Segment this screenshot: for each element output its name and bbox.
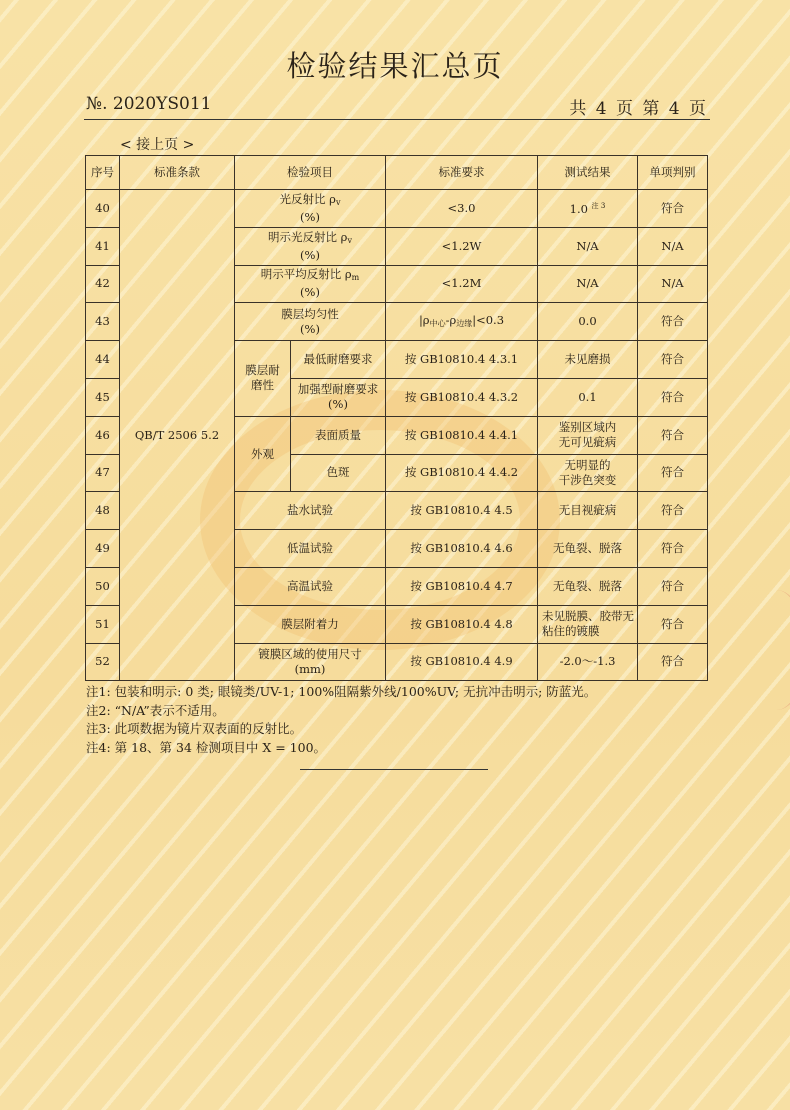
result-cell: 无目视疵病 [538, 492, 638, 530]
item-sub: v [335, 197, 341, 207]
result-cell: N/A [538, 265, 638, 303]
req-cell: 按 GB10810.4 4.3.1 [386, 341, 538, 379]
result-cell: 0.1 [538, 378, 638, 416]
verdict-cell: 符合 [638, 567, 708, 605]
seq-cell: 52 [86, 643, 120, 681]
req-cell: <1.2W [386, 227, 538, 265]
item-cell: 低温试验 [235, 530, 386, 568]
seq-cell: 42 [86, 265, 120, 303]
item-cell: 高温试验 [235, 567, 386, 605]
req-part: |ρ [418, 312, 430, 327]
seq-cell: 48 [86, 492, 120, 530]
item-text: 加强型耐磨要求 [297, 382, 379, 397]
item-unit: (%) [328, 397, 348, 412]
item-cell [291, 378, 386, 416]
result-cell [538, 605, 638, 643]
verdict-cell: 符合 [638, 378, 708, 416]
item-cell [235, 190, 386, 228]
seq-cell: 47 [86, 454, 120, 492]
header-cell: 单项判别 [638, 156, 708, 190]
group-cell-appearance: 外观 [235, 416, 291, 492]
seq-cell: 41 [86, 227, 120, 265]
seq-cell: 50 [86, 567, 120, 605]
seq-cell: 43 [86, 303, 120, 341]
group-cell-wear: 膜层耐磨性 [235, 341, 291, 417]
item-text: 镀膜区域的使用尺寸 [258, 646, 362, 661]
verdict-cell: 符合 [638, 303, 708, 341]
note-ref: 注 3 [591, 202, 606, 211]
req-cell: <3.0 [386, 190, 538, 228]
header-divider [84, 119, 710, 120]
req-cell: 按 GB10810.4 4.7 [386, 567, 538, 605]
seq-cell: 51 [86, 605, 120, 643]
result-line: 干涉色突变 [558, 472, 617, 487]
header-cell: 检验项目 [235, 156, 386, 190]
item-cell: 膜层附着力 [235, 605, 386, 643]
req-cell: 按 GB10810.4 4.3.2 [386, 378, 538, 416]
item-cell [235, 227, 386, 265]
req-sub: 中心 [429, 318, 446, 328]
item-cell [235, 303, 386, 341]
item-cell: 色斑 [291, 454, 386, 492]
req-cell: 按 GB10810.4 4.8 [386, 605, 538, 643]
item-cell: 表面质量 [291, 416, 386, 454]
seq-cell: 40 [86, 190, 120, 228]
verdict-cell: N/A [638, 265, 708, 303]
verdict-cell: 符合 [638, 605, 708, 643]
item-cell [235, 643, 386, 681]
note-3: 注3: 此项数据为镜片双表面的反射比。 [86, 721, 303, 736]
header-cell: 标准条款 [120, 156, 235, 190]
result-cell: 0.0 [538, 303, 638, 341]
result-cell [538, 454, 638, 492]
item-text: 明示平均反射比 ρ [260, 267, 352, 282]
item-cell: 盐水试验 [235, 492, 386, 530]
seq-cell: 45 [86, 378, 120, 416]
req-cell [386, 303, 538, 341]
req-cell: <1.2M [386, 265, 538, 303]
result-cell: 无龟裂、脱落 [538, 530, 638, 568]
page-indicator: 共 4 页 第 4 页 [569, 99, 706, 119]
note-1: 注1: 包装和明示: 0 类; 眼镜类/UV-1; 100%阻隔紫外线/100%UV; 无抗冲击明示; 防蓝光。 [86, 684, 597, 699]
verdict-cell: 符合 [638, 416, 708, 454]
item-unit: (%) [300, 247, 320, 262]
standard-cell: QB/T 2506 5.2 [120, 190, 235, 681]
item-sub: m [351, 273, 360, 283]
verdict-cell: 符合 [638, 341, 708, 379]
result-cell: 无龟裂、脱落 [538, 567, 638, 605]
report-number: №. 2020YS011 [86, 94, 212, 114]
result-line: 无可见疵病 [558, 435, 617, 450]
result-cell: -2.0～-1.3 [538, 643, 638, 681]
item-sub: v [347, 235, 352, 245]
note-2: 注2: “N/A”表示不适用。 [86, 702, 225, 718]
req-cell: 按 GB10810.4 4.6 [386, 530, 538, 568]
continued-label: < 接上页 > [120, 137, 195, 153]
seq-cell: 49 [86, 530, 120, 568]
req-part: -ρ [445, 312, 457, 327]
verdict-cell: N/A [638, 227, 708, 265]
verdict-cell: 符合 [638, 454, 708, 492]
seq-cell: 46 [86, 416, 120, 454]
verdict-cell: 符合 [638, 530, 708, 568]
result-line: 未见脱膜、胶带无 [542, 609, 634, 624]
notes [86, 683, 596, 757]
results-table [85, 155, 708, 681]
item-unit: (%) [300, 321, 320, 336]
result-text: 1.0 [569, 202, 588, 217]
item-unit: (mm) [294, 661, 326, 676]
req-cell: 按 GB10810.4 4.4.2 [386, 454, 538, 492]
result-cell: 未见磨损 [538, 341, 638, 379]
result-cell [538, 190, 638, 228]
table-row [86, 190, 708, 228]
result-line: 鉴别区域内 [558, 420, 617, 435]
verdict-cell: 符合 [638, 643, 708, 681]
result-cell [538, 416, 638, 454]
req-part: |<0.3 [472, 312, 505, 327]
header-cell: 序号 [86, 156, 120, 190]
header-cell: 测试结果 [538, 156, 638, 190]
header-cell: 标准要求 [386, 156, 538, 190]
page-title: 检验结果汇总页 [286, 49, 504, 83]
item-text: 光反射比 ρ [279, 191, 336, 206]
req-cell: 按 GB10810.4 4.4.1 [386, 416, 538, 454]
req-cell: 按 GB10810.4 4.9 [386, 643, 538, 681]
result-cell: N/A [538, 227, 638, 265]
req-cell: 按 GB10810.4 4.5 [386, 492, 538, 530]
req-sub: 边缘 [456, 318, 473, 328]
item-text: 膜层均匀性 [281, 306, 339, 321]
stamp-edge [745, 590, 790, 710]
seq-cell: 44 [86, 341, 120, 379]
note-4: 注4: 第 18、第 34 检测项目中 X = 100。 [86, 739, 327, 755]
item-cell [235, 265, 386, 303]
verdict-cell: 符合 [638, 492, 708, 530]
item-unit: (%) [300, 209, 320, 224]
item-cell: 最低耐磨要求 [291, 341, 386, 379]
table-header [86, 156, 708, 190]
result-line: 粘住的镀膜 [542, 624, 600, 639]
item-unit: (%) [300, 285, 320, 300]
item-text: 明示光反射比 ρ [268, 229, 348, 244]
verdict-cell: 符合 [638, 190, 708, 228]
result-line: 无明显的 [564, 457, 611, 472]
end-line [300, 769, 488, 770]
